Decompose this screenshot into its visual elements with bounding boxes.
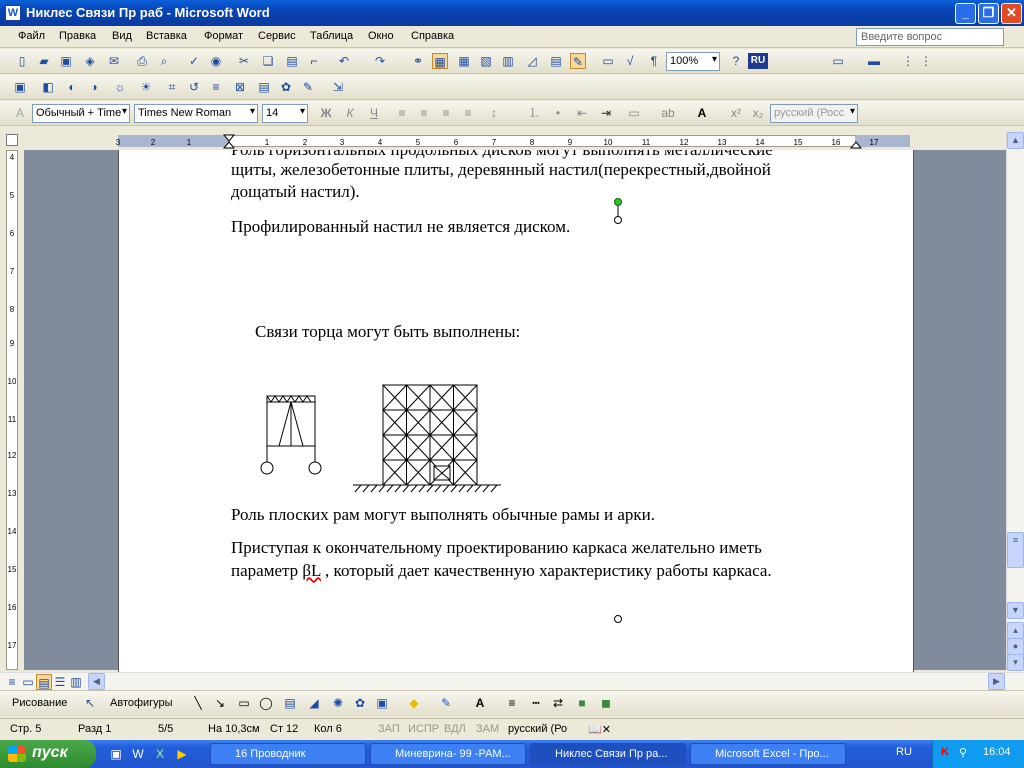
svg-text:6: 6: [9, 229, 15, 238]
tables-borders-icon[interactable]: ▦: [432, 53, 448, 69]
crop-icon[interactable]: ⌗: [168, 80, 176, 94]
status-track[interactable]: ИСПР: [408, 723, 440, 735]
format-picture-icon[interactable]: ✿: [280, 80, 292, 94]
more-icon[interactable]: ⋮: [902, 54, 914, 68]
reset-picture-icon[interactable]: ⇲: [332, 80, 344, 94]
svg-text:8: 8: [9, 305, 15, 314]
new-document-icon[interactable]: ▯: [18, 54, 26, 68]
doc-line[interactable]: щиты, железобетонные плиты, деревянный настил(перекрестный,двойной: [231, 160, 771, 179]
styles-icon[interactable]: A: [15, 106, 24, 120]
font-size-select[interactable]: 14 ▾: [262, 104, 308, 123]
next-page-icon[interactable]: ▾: [1007, 654, 1024, 671]
copy-icon[interactable]: ❏: [262, 54, 274, 68]
scroll-left-button[interactable]: ◀: [88, 673, 105, 690]
status-page: Стр. 5: [10, 723, 42, 735]
dash-style-icon[interactable]: ┅: [532, 696, 540, 710]
menu-insert[interactable]: Вставка: [146, 30, 187, 42]
vruler-ticks: [6, 150, 18, 670]
svg-text:1: 1: [186, 138, 192, 147]
svg-text:16: 16: [7, 603, 17, 612]
quicklaunch-excel-icon[interactable]: X: [155, 747, 164, 761]
print-preview-icon[interactable]: ⌕: [160, 54, 168, 68]
svg-text:4: 4: [377, 138, 383, 147]
doc-line[interactable]: дощатый настил).: [231, 182, 360, 201]
autoshapes-menu[interactable]: Автофигуры: [110, 697, 173, 709]
horizontal-ruler[interactable]: [0, 132, 1024, 150]
svg-text:9: 9: [9, 339, 15, 348]
svg-text:15: 15: [7, 565, 17, 574]
more-brightness-icon[interactable]: ☼: [114, 80, 126, 94]
compress-icon[interactable]: ⊠: [234, 80, 246, 94]
arrow-style-icon[interactable]: ⇄: [552, 696, 564, 710]
insert-picture-icon[interactable]: ▣: [14, 80, 26, 94]
select-objects-icon[interactable]: ↖: [84, 696, 96, 710]
shadow-icon[interactable]: ■: [578, 696, 586, 710]
standard-toolbar: [0, 49, 1024, 74]
highlight-icon[interactable]: ab: [661, 106, 675, 120]
line-tool-icon[interactable]: ╲: [194, 696, 202, 710]
menu-format[interactable]: Формат: [204, 30, 244, 42]
svg-text:10: 10: [7, 377, 17, 386]
rectangle-tool-icon[interactable]: ▭: [238, 696, 250, 710]
insert-excel-icon[interactable]: ▧: [480, 54, 492, 68]
align-right-icon[interactable]: ≡: [442, 106, 450, 120]
svg-text:4: 4: [9, 153, 15, 162]
fill-color-icon[interactable]: ◆: [409, 696, 419, 710]
paste-icon[interactable]: ▤: [286, 54, 298, 68]
quicklaunch-icon[interactable]: ▣: [110, 747, 122, 761]
redo-icon[interactable]: ↷: [374, 54, 386, 68]
arrow-tool-icon[interactable]: ↘: [214, 696, 226, 710]
drawing-icon[interactable]: ◿: [527, 54, 537, 68]
print-layout-icon[interactable]: ▤: [36, 674, 52, 690]
doc-line[interactable]: Роль плоских рам могут выполнять обычные рамы и арки.: [231, 505, 655, 524]
prev-page-icon[interactable]: ▴: [1007, 622, 1024, 639]
quicklaunch-word-icon[interactable]: W: [132, 747, 144, 761]
font-select[interactable]: Times New Roman ▾: [134, 104, 258, 123]
line-style-icon[interactable]: ≡: [212, 80, 220, 94]
help-question-input[interactable]: Введите вопрос: [856, 28, 1004, 46]
menu-tools[interactable]: Сервис: [258, 30, 296, 42]
vertical-ruler[interactable]: [0, 150, 24, 670]
align-center-icon[interactable]: ≡: [420, 106, 428, 120]
email-icon[interactable]: ✉: [108, 54, 120, 68]
windows-logo-icon: [8, 746, 26, 762]
select-browse-object-icon[interactable]: ●: [1007, 638, 1024, 655]
bracing-diagram[interactable]: [255, 382, 515, 497]
doc-line[interactable]: Связи торца могут быть выполнены:: [255, 322, 521, 341]
font-color-icon[interactable]: A: [697, 106, 707, 120]
svg-text:8: 8: [529, 138, 535, 147]
svg-text:3: 3: [339, 138, 345, 147]
spelling-icon[interactable]: ✓: [188, 54, 200, 68]
style-select[interactable]: Обычный + Time ▾: [32, 104, 130, 123]
scroll-down-button[interactable]: ▼: [1007, 602, 1024, 619]
toolbar-separator-icon: ⋮: [920, 54, 932, 68]
tab-selector-icon[interactable]: [6, 134, 18, 146]
svg-text:13: 13: [717, 138, 727, 147]
status-pages: 5/5: [158, 723, 174, 735]
justify-icon[interactable]: ≡: [464, 106, 472, 120]
horizontal-scrollbar[interactable]: [0, 672, 1024, 690]
svg-text:14: 14: [755, 138, 765, 147]
document-map-icon[interactable]: ▤: [550, 54, 562, 68]
picture-icon[interactable]: ▣: [376, 696, 388, 710]
svg-text:9: 9: [567, 138, 573, 147]
text-box-icon[interactable]: ▤: [284, 696, 296, 710]
svg-text:5: 5: [9, 191, 15, 200]
increase-indent-icon[interactable]: ⇥: [600, 106, 612, 120]
window-title: Никлес Связи Пр раб - Microsoft Word: [26, 5, 270, 20]
status-overtype[interactable]: ЗАМ: [476, 723, 500, 735]
svg-text:7: 7: [491, 138, 497, 147]
restore-button[interactable]: ❐: [978, 3, 999, 24]
help-icon[interactable]: ?: [732, 54, 740, 68]
columns-icon[interactable]: ▥: [502, 54, 514, 68]
3d-icon[interactable]: ◼: [601, 696, 611, 710]
resize-handle-icon[interactable]: [610, 612, 626, 628]
svg-text:1: 1: [264, 138, 270, 147]
status-position: На 10,3см: [208, 723, 260, 735]
svg-text:7: 7: [9, 267, 15, 276]
indent-icon[interactable]: ▬: [868, 54, 880, 68]
status-line: Ст 12: [270, 723, 299, 735]
start-button[interactable]: [0, 740, 96, 768]
task-word[interactable]: Никлес Связи Пр ра...: [530, 743, 686, 765]
line-style-draw-icon[interactable]: ≡: [508, 696, 516, 710]
svg-text:3: 3: [115, 138, 121, 147]
cut-icon[interactable]: ✂: [238, 54, 250, 68]
superscript-icon[interactable]: x²: [731, 106, 741, 120]
formula-icon[interactable]: √: [626, 54, 634, 68]
svg-text:11: 11: [641, 138, 651, 147]
clock: 16:04: [983, 746, 1011, 758]
set-transparent-icon[interactable]: ✎: [302, 80, 314, 94]
minimize-button[interactable]: _: [955, 3, 976, 24]
oval-tool-icon[interactable]: ◯: [259, 696, 273, 710]
svg-text:12: 12: [679, 138, 689, 147]
borders-icon[interactable]: ▭: [832, 54, 844, 68]
vertical-scrollbar[interactable]: [1006, 132, 1024, 672]
clipart-icon[interactable]: ✿: [354, 696, 366, 710]
task-minevrina[interactable]: Миневрина- 99 -РАМ...: [370, 743, 526, 765]
scroll-up-button[interactable]: ▲: [1007, 132, 1024, 149]
menu-window[interactable]: Окно: [368, 30, 394, 42]
task-explorer[interactable]: 16 Проводник: [210, 743, 366, 765]
line-color-icon[interactable]: ✎: [440, 696, 452, 710]
bullets-icon[interactable]: •: [555, 106, 561, 120]
underline-icon[interactable]: Ч: [370, 106, 378, 120]
svg-text:15: 15: [793, 138, 803, 147]
italic-icon[interactable]: К: [346, 106, 354, 120]
system-tray: [932, 740, 1024, 768]
status-language: русский (Ро: [508, 723, 568, 735]
wordart-icon[interactable]: ◢: [309, 696, 319, 710]
svg-text:16: 16: [831, 138, 841, 147]
insert-table-icon[interactable]: ▦: [458, 54, 470, 68]
open-icon[interactable]: ▰: [39, 54, 49, 68]
doc-text: параметр: [231, 561, 303, 580]
svg-text:14: 14: [7, 527, 17, 536]
decrease-indent-icon[interactable]: ⇤: [576, 106, 588, 120]
text-wrap-icon[interactable]: ▤: [258, 80, 270, 94]
menu-help[interactable]: Справка: [411, 30, 455, 42]
task-excel[interactable]: Microsoft Excel - Про...: [690, 743, 846, 765]
network-tray-icon[interactable]: ⚲: [959, 747, 968, 759]
svg-text:17: 17: [869, 138, 879, 147]
bold-icon[interactable]: Ж: [320, 106, 332, 120]
status-column: Кол 6: [314, 723, 342, 735]
image-control-icon[interactable]: ◧: [42, 80, 54, 94]
svg-text:13: 13: [7, 489, 17, 498]
hyperlink-icon[interactable]: ⚭: [412, 54, 424, 68]
save-icon[interactable]: ▣: [60, 54, 72, 68]
reading-icon[interactable]: ▭: [602, 54, 614, 68]
permission-icon[interactable]: ◈: [85, 54, 95, 68]
menu-file[interactable]: Файл: [18, 30, 46, 42]
svg-text:2: 2: [150, 138, 156, 147]
rotation-handle-icon[interactable]: [610, 195, 626, 227]
scroll-right-button[interactable]: ▶: [988, 673, 1005, 690]
normal-view-icon[interactable]: ≡: [8, 675, 16, 689]
numbering-icon[interactable]: ⒈: [527, 106, 540, 120]
ruler-ticks: [110, 132, 910, 150]
language-select[interactable]: русский (Росс ▾: [770, 104, 858, 123]
language-badge[interactable]: RU: [748, 53, 768, 69]
menu-edit[interactable]: Правка: [59, 30, 97, 42]
start-label: пуск: [32, 744, 68, 761]
word-app-icon[interactable]: W: [5, 5, 21, 21]
scroll-thumb[interactable]: ≡: [1007, 532, 1024, 568]
drawing-toggle-icon[interactable]: ✎: [570, 53, 586, 69]
formatting-toolbar: [0, 101, 1024, 126]
outline-view-icon[interactable]: ☰: [54, 675, 66, 689]
status-extend[interactable]: ВДЛ: [444, 723, 466, 735]
antivirus-tray-icon[interactable]: K: [941, 746, 949, 758]
less-contrast-icon[interactable]: ◑: [90, 80, 98, 94]
doc-line[interactable]: Профилированный настил не является диском.: [231, 217, 571, 236]
svg-text:6: 6: [453, 138, 459, 147]
subscript-icon[interactable]: x₂: [752, 106, 764, 120]
menu-view[interactable]: Вид: [112, 30, 132, 42]
outside-border-icon[interactable]: ▭: [628, 106, 640, 120]
spelling-status-icon[interactable]: 📖✕: [588, 724, 611, 736]
title-bar: [0, 0, 1024, 26]
research-icon[interactable]: ◉: [210, 54, 222, 68]
quicklaunch-media-icon[interactable]: ▶: [177, 747, 187, 761]
svg-text:5: 5: [415, 138, 421, 147]
status-rec[interactable]: ЗАП: [378, 723, 400, 735]
more-contrast-icon[interactable]: ◐: [68, 80, 76, 94]
input-language[interactable]: RU: [896, 746, 912, 758]
line-spacing-icon[interactable]: ↕: [491, 106, 497, 120]
status-bar: [0, 718, 1024, 740]
menu-table[interactable]: Таблица: [310, 30, 354, 42]
font-color-draw-icon[interactable]: A: [475, 696, 485, 710]
format-painter-icon[interactable]: ⌐: [310, 54, 318, 68]
draw-menu[interactable]: Рисование: [12, 697, 68, 709]
picture-toolbar: [0, 75, 1024, 100]
svg-text:17: 17: [7, 641, 17, 650]
less-brightness-icon[interactable]: ☀: [140, 80, 152, 94]
show-hide-icon[interactable]: ¶: [650, 54, 658, 68]
undo-icon[interactable]: ↶: [338, 54, 350, 68]
rotate-icon[interactable]: ↺: [188, 80, 200, 94]
reading-view-icon[interactable]: ▥: [70, 675, 82, 689]
svg-text:2: 2: [302, 138, 308, 147]
drawing-toolbar: [0, 690, 1024, 716]
doc-text: , который дает качественную характеристику работы каркаса.: [320, 561, 772, 580]
diagram-icon[interactable]: ✺: [332, 696, 344, 710]
status-section: Разд 1: [78, 723, 112, 735]
doc-line[interactable]: [231, 561, 772, 581]
svg-text:12: 12: [7, 451, 17, 460]
align-left-icon[interactable]: ≡: [398, 106, 406, 120]
close-button[interactable]: ✕: [1001, 3, 1022, 24]
print-icon[interactable]: ⎙: [137, 54, 147, 68]
zoom-select[interactable]: 100% ▾: [666, 52, 720, 71]
svg-text:10: 10: [603, 138, 613, 147]
doc-line[interactable]: Приступая к окончательному проектированию каркаса желательно иметь: [231, 538, 762, 557]
doc-text-misspelled: βL: [302, 561, 321, 580]
svg-text:11: 11: [7, 415, 17, 424]
web-view-icon[interactable]: ▭: [22, 675, 34, 689]
